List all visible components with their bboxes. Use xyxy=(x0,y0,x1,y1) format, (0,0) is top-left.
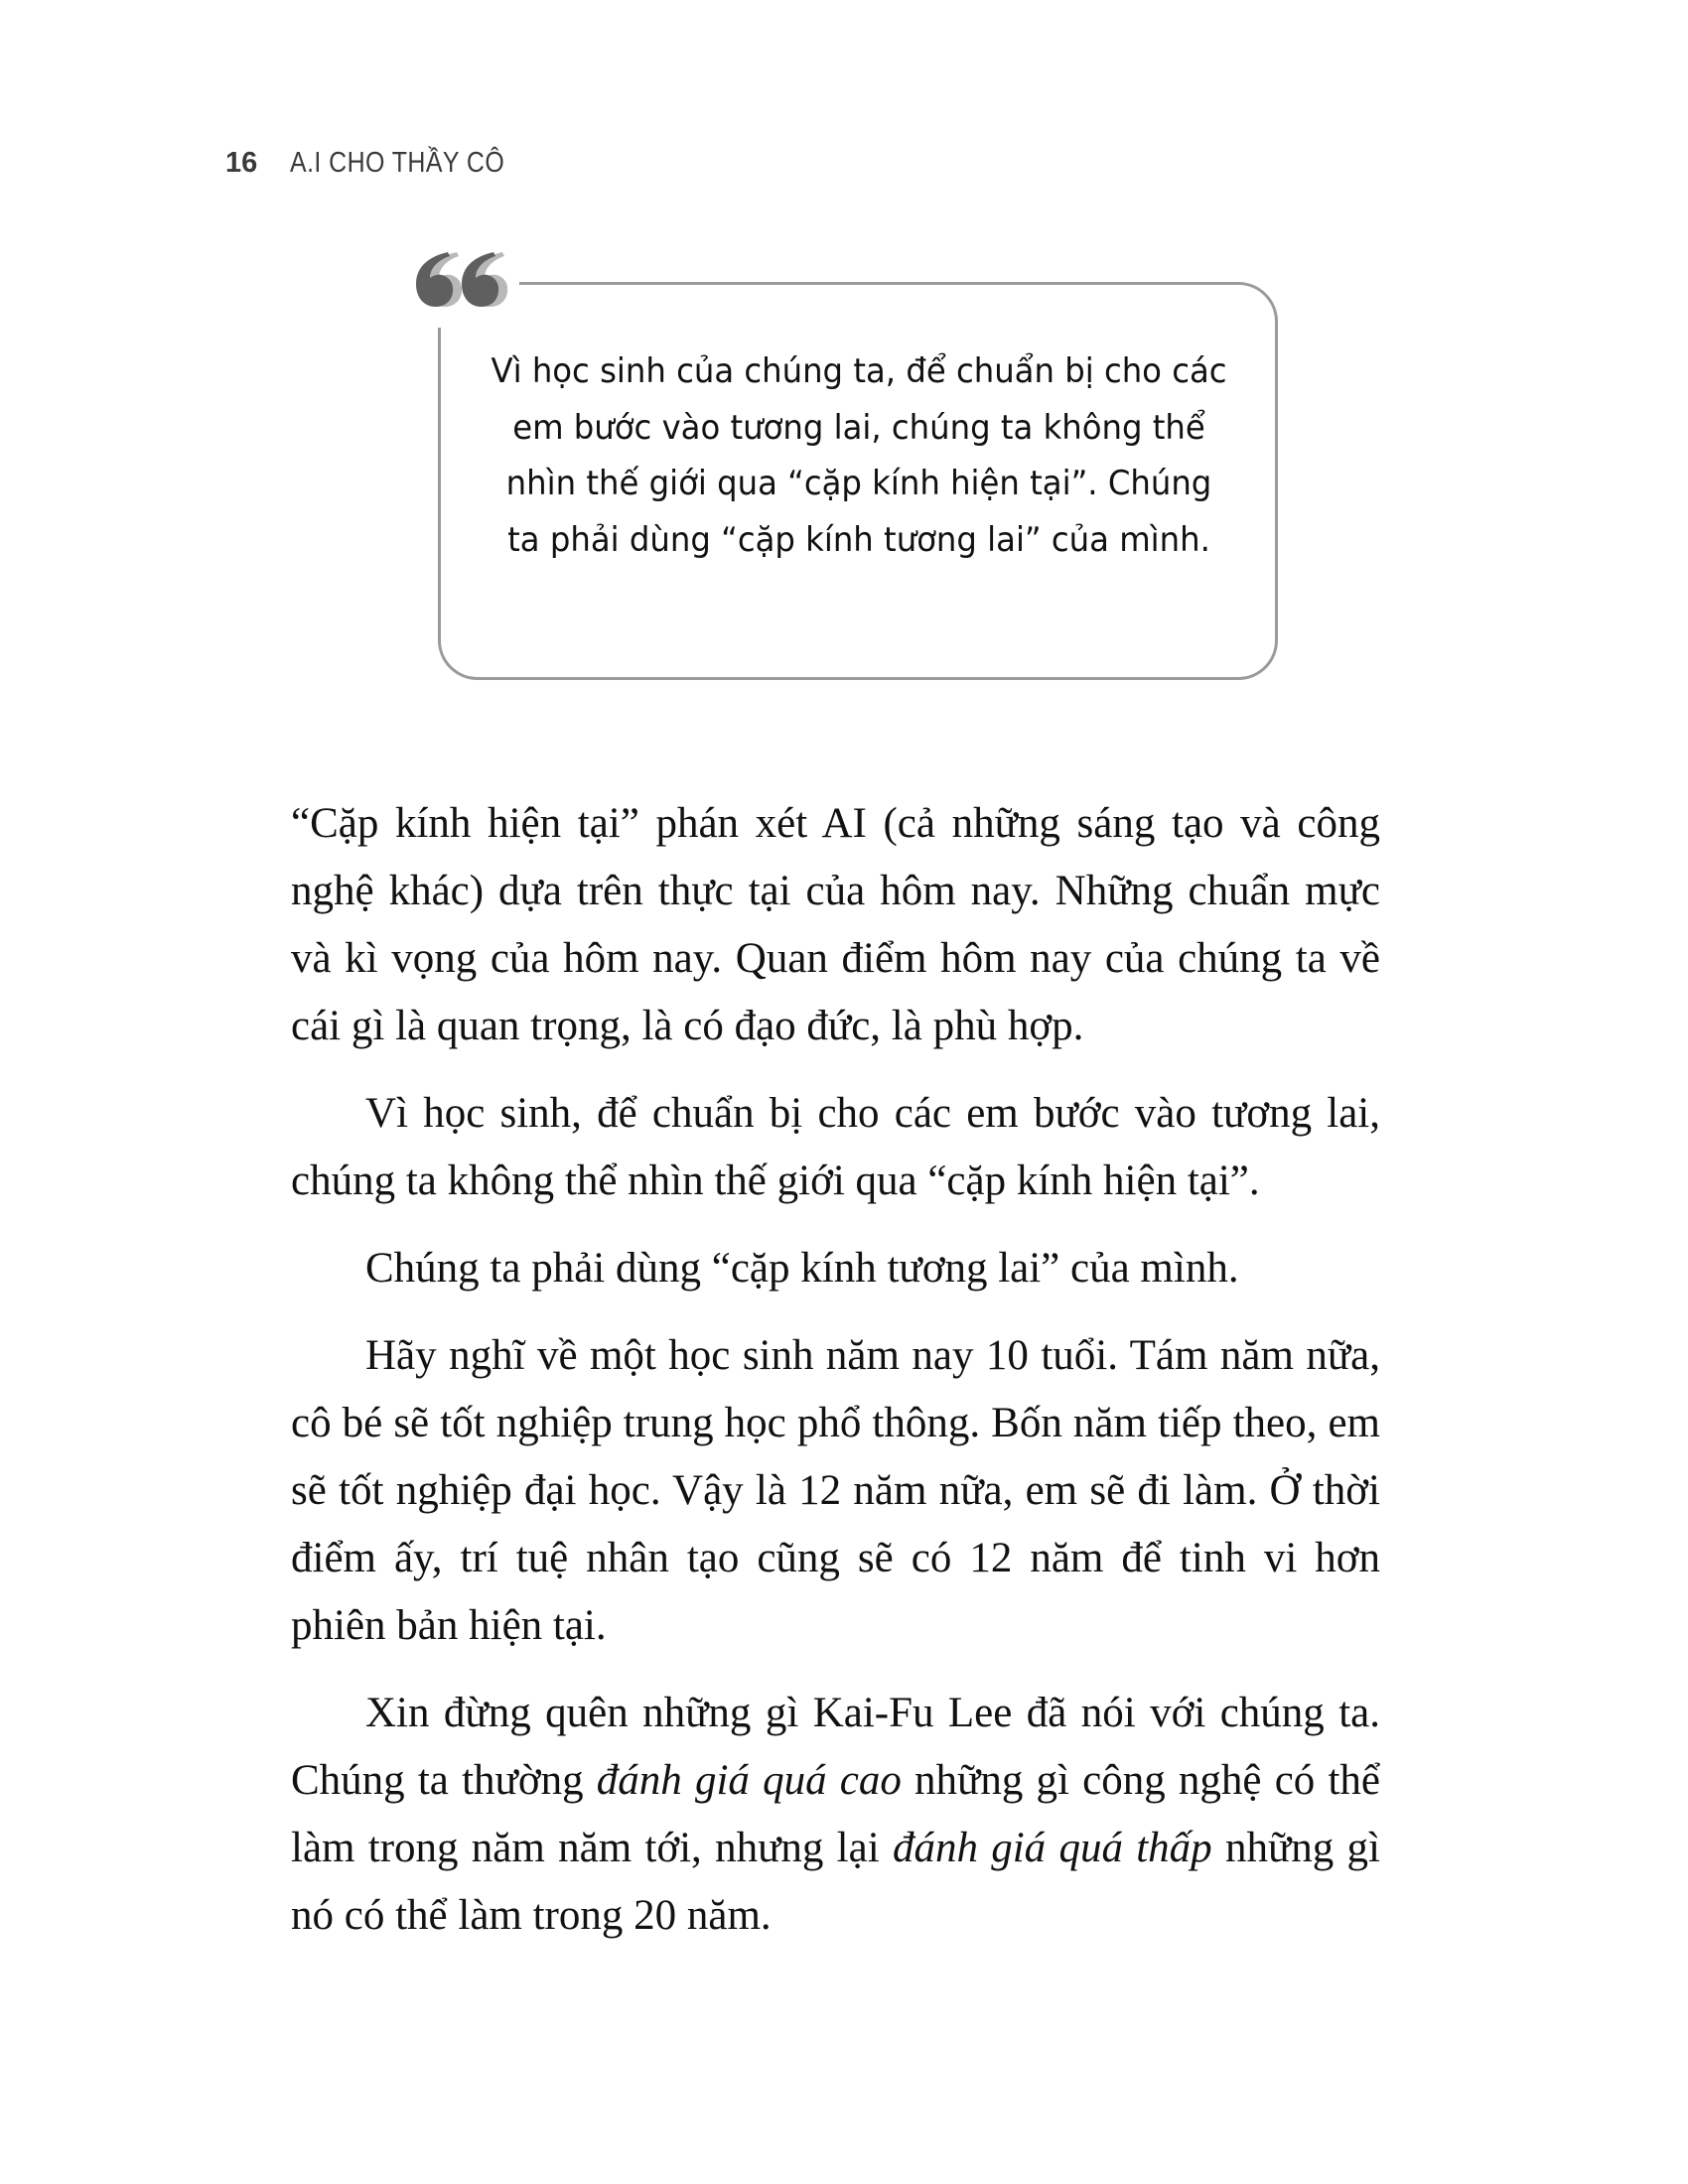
open-quote-icon xyxy=(410,220,519,330)
emphasis-text: đánh giá quá thấp xyxy=(892,1825,1212,1871)
book-title: A.I CHO THẦY CÔ xyxy=(290,147,505,179)
text-run: Xin đừng quên những gì Kai-Fu Lee đã nói với chúng ta. Chúng ta thường xyxy=(291,1690,1380,1804)
paragraph: Hãy nghĩ về một học sinh năm nay 10 tuổi. Tám năm nữa, cô bé sẽ tốt nghiệp trung học phổ thông. Bốn năm tiếp theo, em sẽ tốt nghiệp đại học. Vậy là 12 năm nữa, em sẽ đi làm. Ở thời điểm ấy, trí tuệ nhân tạo cũng sẽ có 12 năm để tinh vi hơn phiên bản hiện tại. xyxy=(291,1332,1380,1649)
paragraph xyxy=(291,1680,1380,1950)
text-run: những gì nó có thể làm trong 20 năm. xyxy=(291,1825,1380,1939)
running-header xyxy=(225,145,539,181)
paragraph: “Cặp kính hiện tại” phán xét AI (cả những sáng tạo và công nghệ khác) dựa trên thực tại của hôm nay. Những chuẩn mực và kì vọng của hôm nay. Quan điểm hôm nay của chúng ta về cái gì là quan trọng, là có đạo đức, là phù hợp. xyxy=(291,800,1380,1049)
text-run: những gì công nghệ có thể làm trong năm năm tới, nhưng lại xyxy=(291,1757,1380,1871)
body-text xyxy=(291,790,1380,1970)
pull-quote-text: Vì học sinh của chúng ta, để chuẩn bị cho các em bước vào tương lai, chúng ta không thể nhìn thế giới qua “cặp kính hiện tại”. Chúng ta phải dùng “cặp kính tương lai” của mình. xyxy=(491,351,1227,560)
emphasis-text: đánh giá quá cao xyxy=(596,1757,902,1804)
paragraph: Vì học sinh, để chuẩn bị cho các em bước vào tương lai, chúng ta không thể nhìn thế giới qua “cặp kính hiện tại”. xyxy=(291,1090,1380,1204)
paragraph: Chúng ta phải dùng “cặp kính tương lai” của mình. xyxy=(365,1245,1239,1292)
page-number: 16 xyxy=(225,147,258,179)
